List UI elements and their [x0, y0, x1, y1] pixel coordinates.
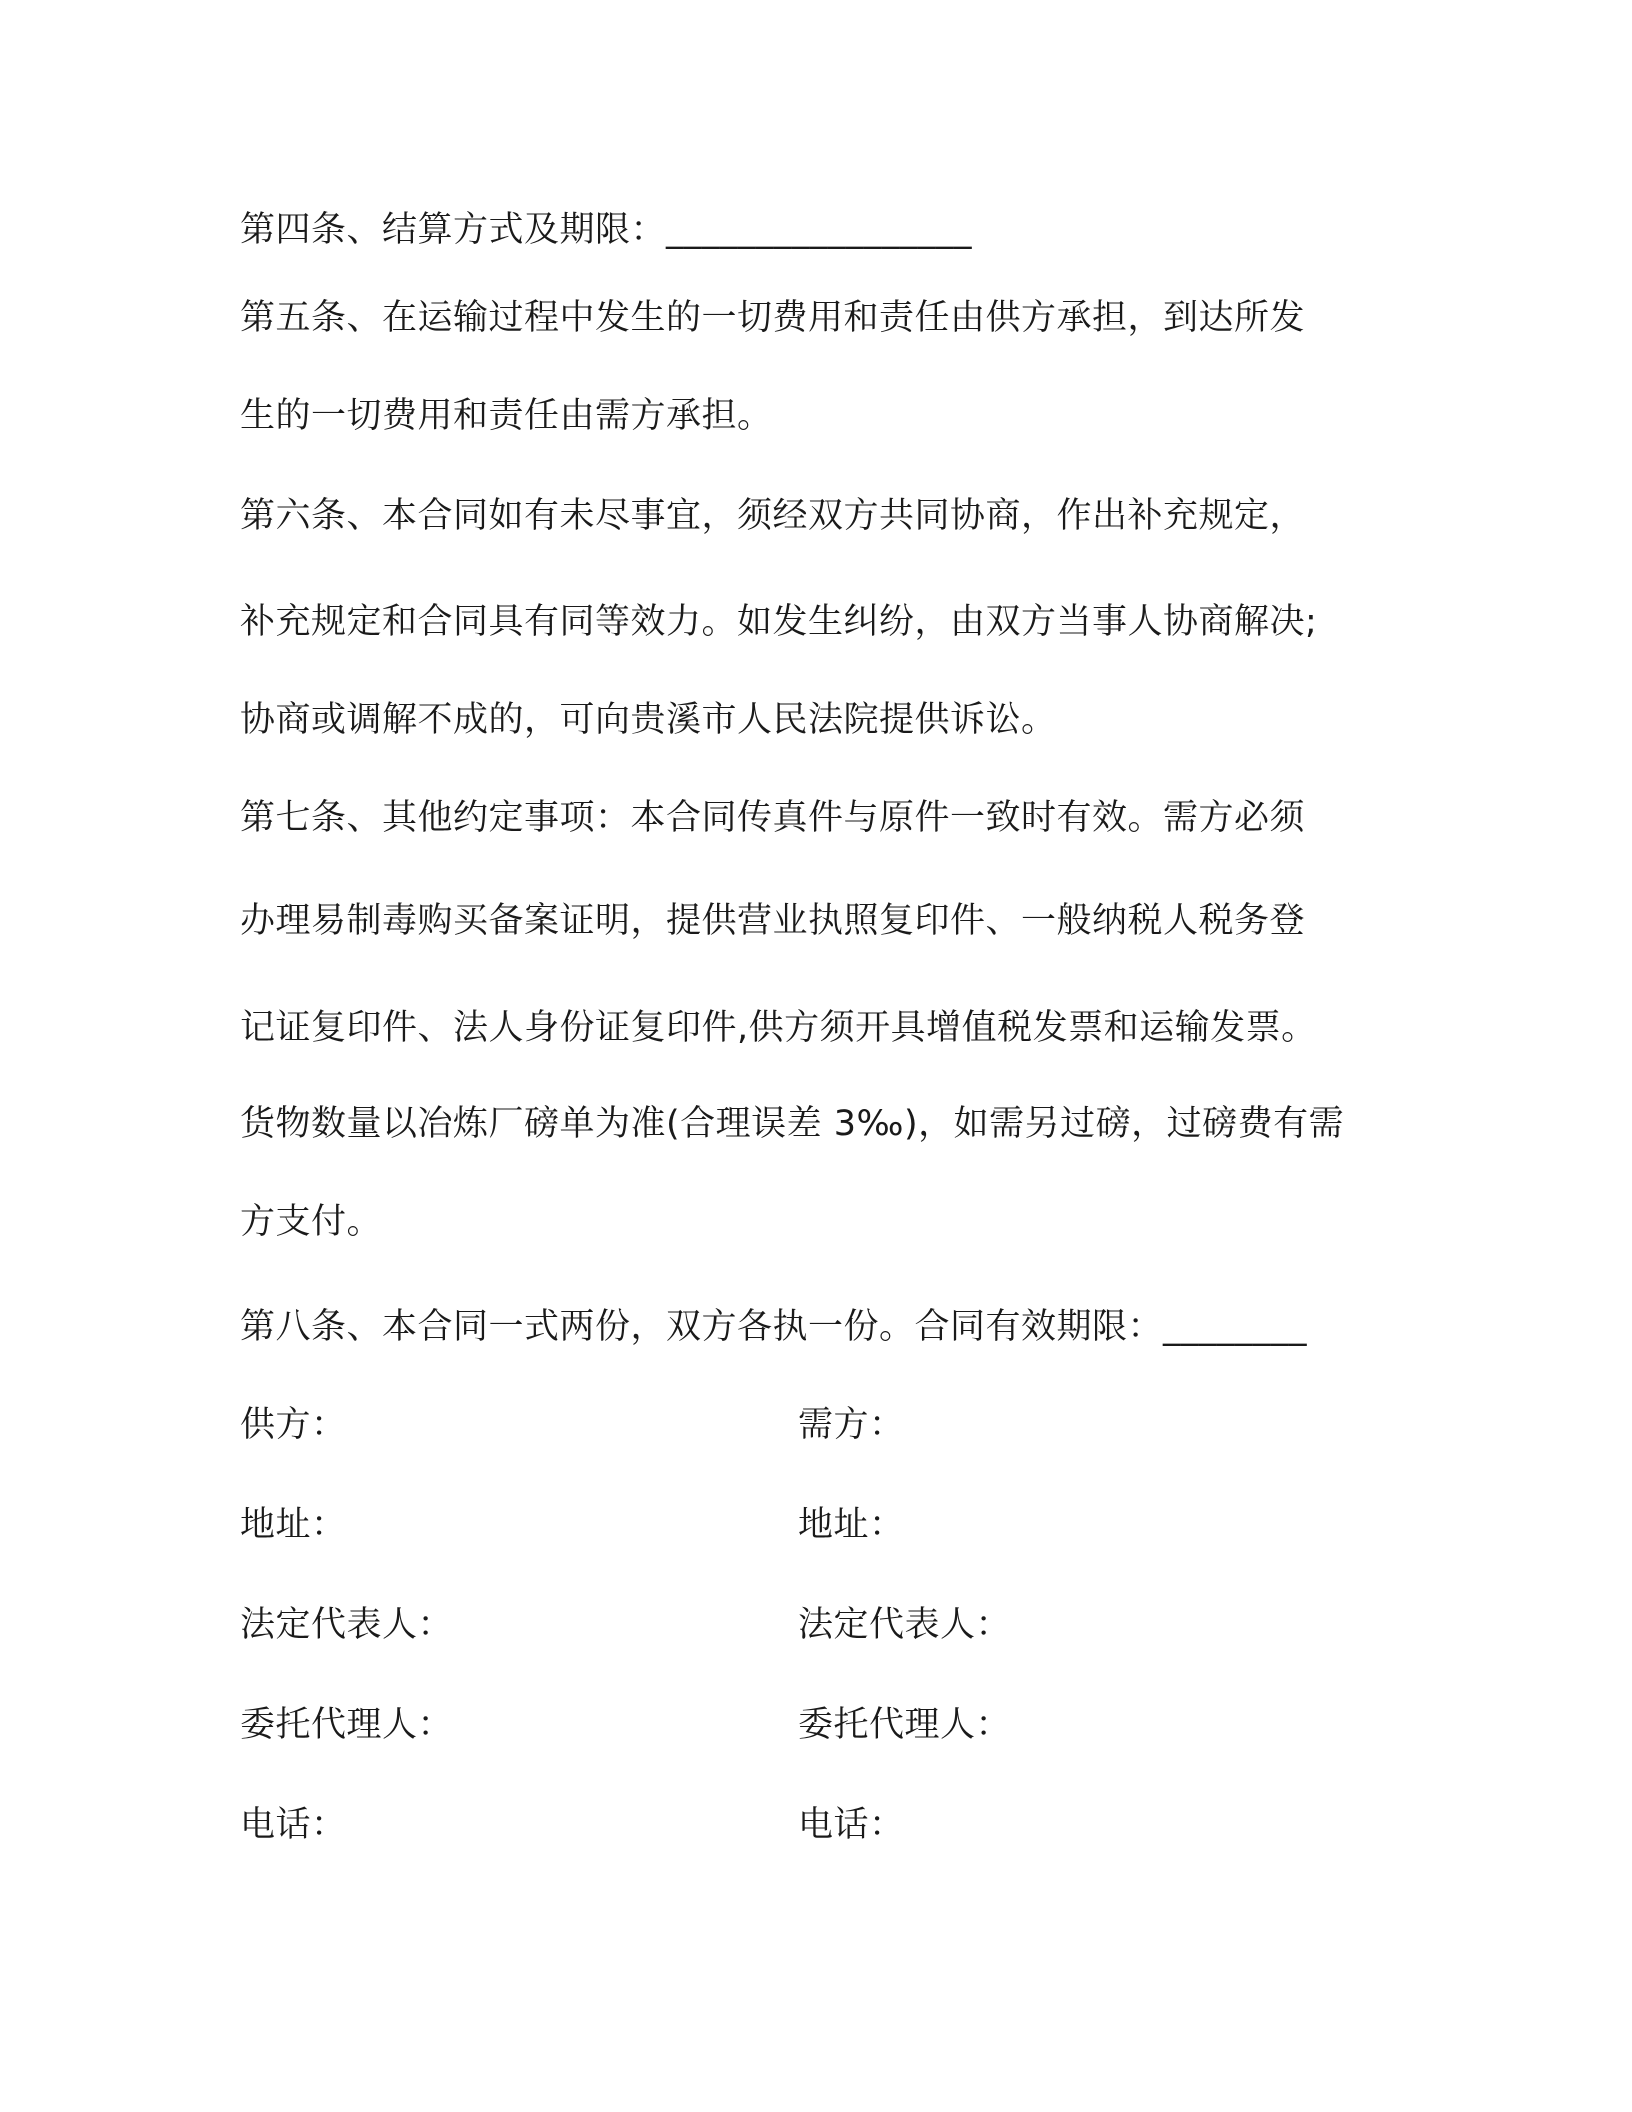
article-7-line-3: 记证复印件、法人身份证复印件,供方须开具增值税发票和运输发票。 [240, 1008, 1317, 1048]
buyer-legal-rep-label: 法定代表人： [798, 1605, 1012, 1645]
article-6-line-3: 协商或调解不成的，可向贵溪市人民法院提供诉讼。 [240, 700, 1057, 740]
article-7-line-2: 办理易制毒购买备案证明，提供营业执照复印件、一般纳税人税务登 [240, 901, 1306, 941]
article-5-line-2: 生的一切费用和责任由需方承担。 [240, 396, 773, 436]
article-8: 第八条、本合同一式两份，双方各执一份。合同有效期限：________ [240, 1307, 1308, 1347]
buyer-agent-label: 委托代理人： [798, 1705, 1012, 1745]
article-7-line-1: 第七条、其他约定事项：本合同传真件与原件一致时有效。需方必须 [240, 798, 1306, 838]
supplier-address-label: 地址： [240, 1505, 347, 1545]
article-6-line-2: 补充规定和合同具有同等效力。如发生纠纷，由双方当事人协商解决; [240, 602, 1318, 642]
buyer-party-label: 需方： [798, 1405, 905, 1445]
article-7-line-5: 方支付。 [240, 1202, 383, 1242]
supplier-party-label: 供方： [240, 1405, 347, 1445]
buyer-address-label: 地址： [798, 1505, 905, 1545]
article-7-line-4: 货物数量以冶炼厂磅单为准(合理误差 3‰)，如需另过磅，过磅费有需 [240, 1104, 1345, 1144]
supplier-agent-label: 委托代理人： [240, 1705, 454, 1745]
supplier-legal-rep-label: 法定代表人： [240, 1605, 454, 1645]
buyer-phone-label: 电话： [798, 1805, 905, 1845]
article-4: 第四条、结算方式及期限：_________________ [240, 210, 973, 250]
article-5-line-1: 第五条、在运输过程中发生的一切费用和责任由供方承担，到达所发 [240, 298, 1306, 338]
supplier-phone-label: 电话： [240, 1805, 347, 1845]
article-6-line-1: 第六条、本合同如有未尽事宜，须经双方共同协商，作出补充规定， [240, 496, 1306, 536]
